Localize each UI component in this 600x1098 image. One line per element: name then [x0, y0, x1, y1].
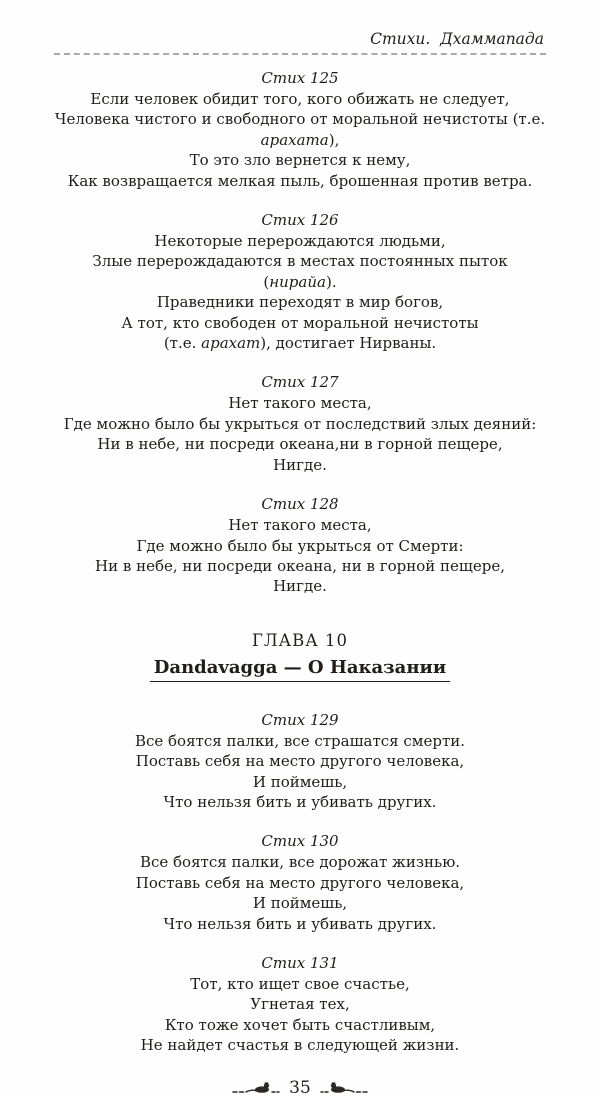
verse-line: Нет такого места,: [228, 394, 372, 413]
verse-line-text: Злые перерождадаются в местах постоянных пыток (: [92, 252, 508, 291]
verse-line: Ни в небе, ни посреди океана, ни в горной пещере,: [95, 556, 505, 575]
verse-126: [54, 210, 546, 353]
verse-heading: Стих 127: [261, 373, 339, 392]
verse-line: Нигде.: [273, 455, 327, 474]
verse-heading: Стих 126: [261, 211, 339, 230]
verse-125: [54, 68, 546, 191]
verse-heading: Стих 130: [261, 832, 339, 851]
verse-line-text: ), достигает Нирваны.: [260, 334, 437, 353]
verse-heading: Стих 128: [261, 495, 339, 514]
verse-line-text: (т.е.: [163, 334, 202, 353]
running-header: Стихи. Дхаммапада: [370, 30, 544, 48]
verse-line: Ни в небе, ни посреди океана,ни в горной пещере,: [97, 435, 503, 454]
footer-flourish-icon: [320, 1081, 368, 1095]
page-number: 35: [289, 1077, 311, 1098]
verse-heading: Стих 129: [261, 710, 339, 729]
verse-line: А тот, кто свободен от моральной нечистоты: [121, 313, 479, 332]
verse-131: [54, 953, 546, 1056]
verse-line: Что нельзя бить и убивать других.: [163, 914, 437, 933]
page-footer: [54, 1077, 546, 1098]
verse-line: Нигде.: [273, 577, 327, 596]
verse-line: То это зло вернется к нему,: [189, 151, 411, 170]
verse-130: [54, 831, 546, 934]
verse-line: [54, 109, 546, 150]
verse-line: Где можно было бы укрыться от Смерти:: [136, 536, 464, 555]
verse-line-italic-term: нирайа: [269, 272, 326, 291]
verse-line: Нет такого места,: [228, 516, 372, 535]
verse-line: [54, 333, 546, 353]
verse-line-text: ),: [328, 130, 340, 149]
verse-line: Если человек обидит того, кого обижать не следует,: [90, 90, 510, 108]
verse-line-text: ).: [325, 272, 337, 291]
chapter-title: Dandavagga — О Наказании: [150, 657, 450, 682]
verse-heading: Стих 125: [261, 69, 339, 87]
footer-flourish-icon: [232, 1081, 280, 1095]
verse-line-italic-term: арахат: [201, 334, 261, 353]
verse-line: Что нельзя бить и убивать других.: [163, 792, 437, 811]
verse-heading: Стих 131: [261, 953, 339, 972]
verse-line: Тот, кто ищет свое счастье,: [190, 974, 410, 993]
verse-line: И поймешь,: [252, 772, 348, 791]
verse-line: Где можно было бы укрыться от последствий злых деяний:: [63, 414, 537, 433]
verse-line-italic-term: арахата: [260, 130, 329, 149]
verse-line: И поймешь,: [252, 894, 348, 913]
header-rule: [54, 53, 546, 55]
verse-line: Все боятся палки, все страшатся смерти.: [134, 731, 466, 750]
book-page: [54, 0, 546, 1097]
verse-line-text: Человека чистого и свободного от моральной нечистоты (т.е.: [54, 110, 546, 129]
verse-line: Все боятся палки, все дорожат жизнью.: [139, 853, 461, 872]
verse-line: Поставь себя на место другого человека,: [135, 752, 465, 771]
verse-line: Как возвращается мелкая пыль, брошенная против ветра.: [67, 171, 533, 190]
chapter-heading: [54, 631, 546, 682]
verse-line: Не найдет счастья в следующей жизни.: [140, 1036, 460, 1055]
verse-129: [54, 710, 546, 813]
verse-128: [54, 494, 546, 597]
verse-127: [54, 372, 546, 475]
verse-line: [54, 251, 546, 292]
verse-line: Поставь себя на место другого человека,: [135, 873, 465, 892]
verse-line: Праведники переходят в мир богов,: [156, 293, 444, 312]
verse-line: Кто тоже хочет быть счастливым,: [164, 1015, 436, 1034]
chapter-number: ГЛАВА 10: [251, 630, 349, 650]
verse-line: Угнетая тех,: [250, 995, 350, 1014]
verse-line: Некоторые перерождаются людьми,: [154, 232, 446, 251]
